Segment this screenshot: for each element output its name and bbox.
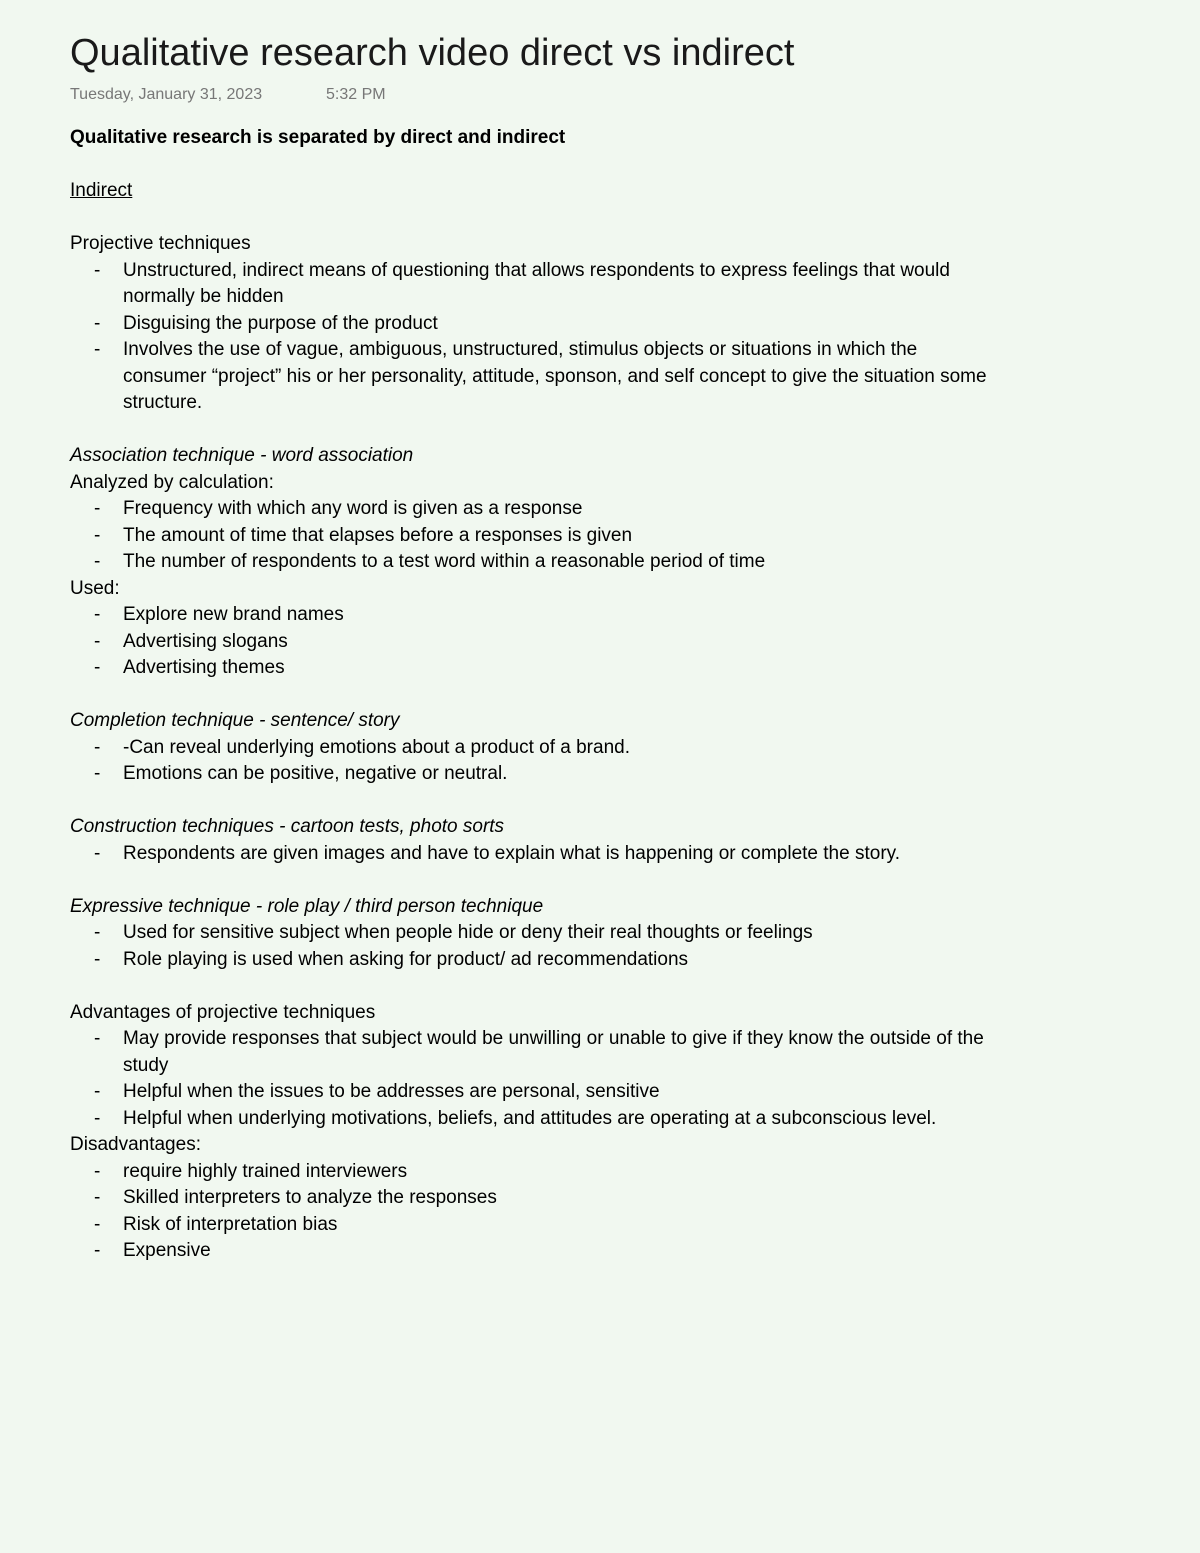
- expressive-list: [70, 920, 1070, 973]
- list-item: [70, 947, 1003, 974]
- spacer: [70, 788, 1070, 815]
- list-item-text: The number of respondents to a test word within a reasonable period of time: [123, 551, 766, 572]
- disadvantages-label: Disadvantages:: [70, 1134, 201, 1155]
- dash-bullet-icon: -: [94, 657, 101, 678]
- list-item-text: Used for sensitive subject when people hide or deny their real thoughts or feelings: [123, 922, 813, 943]
- dash-bullet-icon: -: [94, 736, 101, 758]
- list-item: [70, 1026, 1003, 1079]
- advantages-label: Advantages of projective techniques: [70, 1001, 376, 1023]
- list-item-text: Involves the use of vague, ambiguous, unstructured, stimulus objects or situations in which the consumer “project” his or her personality, attitude, sponson, and self concept to give the situation some structure.: [123, 339, 987, 413]
- list-item: [70, 496, 1003, 523]
- analyzed-list: [70, 496, 1070, 576]
- used-list: [70, 602, 1070, 682]
- list-item-text: Respondents are given images and have to explain what is happening or complete the story.: [123, 842, 901, 864]
- note-page: [70, 30, 1070, 1265]
- list-item: [70, 761, 1003, 788]
- disadvantages-list: [70, 1159, 1070, 1265]
- list-item: [70, 920, 1003, 947]
- list-item: [70, 1185, 1003, 1212]
- spacer: [70, 417, 1070, 444]
- list-item-text: Disguising the purpose of the product: [123, 312, 438, 334]
- spacer: [70, 867, 1070, 894]
- dash-bullet-icon: -: [94, 498, 101, 519]
- analyzed-label: Analyzed by calculation:: [70, 471, 274, 493]
- projective-list: [70, 258, 1070, 417]
- dash-bullet-icon: -: [94, 259, 101, 281]
- list-item-text: Emotions can be positive, negative or neutral.: [123, 763, 508, 784]
- dash-bullet-icon: -: [94, 1028, 101, 1049]
- main-heading: Qualitative research is separated by direct and indirect: [70, 127, 566, 148]
- list-item: [70, 1106, 1003, 1133]
- indirect-subheading: Indirect: [70, 180, 133, 201]
- construction-list: [70, 841, 1070, 868]
- spacer: [70, 682, 1070, 709]
- dash-bullet-icon: -: [94, 604, 101, 625]
- dash-bullet-icon: -: [94, 1213, 101, 1235]
- dash-bullet-icon: -: [94, 1160, 101, 1182]
- dash-bullet-icon: -: [94, 1107, 101, 1129]
- dash-bullet-icon: -: [94, 763, 101, 784]
- list-item: [70, 258, 1003, 311]
- advantages-list: [70, 1026, 1070, 1132]
- page-title[interactable]: Qualitative research video direct vs indirect: [70, 32, 795, 74]
- list-item-text: Unstructured, indirect means of questioning that allows respondents to express feelings that would normally be hidden: [123, 259, 950, 307]
- list-item-text: The amount of time that elapses before a responses is given: [123, 524, 633, 546]
- dash-bullet-icon: -: [94, 524, 101, 546]
- expressive-label: Expressive technique - role play / third person technique: [70, 895, 544, 917]
- list-item: [70, 337, 1003, 417]
- dash-bullet-icon: -: [94, 842, 101, 864]
- list-item: [70, 655, 1003, 682]
- list-item-text: Advertising slogans: [123, 630, 288, 652]
- dash-bullet-icon: -: [94, 551, 101, 572]
- dash-bullet-icon: -: [94, 630, 101, 652]
- dash-bullet-icon: -: [94, 948, 101, 970]
- list-item-text: Role playing is used when asking for product/ ad recommendations: [123, 948, 689, 970]
- list-item-text: Frequency with which any word is given as a response: [123, 498, 583, 519]
- spacer: [70, 973, 1070, 1000]
- list-item: [70, 549, 1003, 576]
- completion-label: Completion technique - sentence/ story: [70, 710, 400, 731]
- list-item: [70, 1212, 1003, 1239]
- note-body[interactable]: [70, 125, 1070, 1265]
- page-timestamp: [70, 84, 1070, 106]
- list-item: [70, 735, 1003, 762]
- page-time: 5:32 PM: [326, 86, 386, 103]
- list-item-text: Helpful when the issues to be addresses are personal, sensitive: [123, 1081, 660, 1102]
- list-item-text: Expensive: [123, 1240, 211, 1261]
- list-item: [70, 1159, 1003, 1186]
- dash-bullet-icon: -: [94, 922, 101, 943]
- projective-label: Projective techniques: [70, 233, 251, 254]
- list-item: [70, 311, 1003, 338]
- dash-bullet-icon: -: [94, 1081, 101, 1102]
- construction-label: Construction techniques - cartoon tests, photo sorts: [70, 816, 505, 837]
- list-item: [70, 523, 1003, 550]
- list-item: [70, 602, 1003, 629]
- list-item-text: -Can reveal underlying emotions about a product of a brand.: [123, 736, 630, 758]
- list-item: [70, 841, 1003, 868]
- list-item-text: Advertising themes: [123, 657, 285, 678]
- list-item-text: require highly trained interviewers: [123, 1160, 408, 1182]
- list-item-text: Explore new brand names: [123, 604, 344, 625]
- dash-bullet-icon: -: [94, 339, 101, 360]
- list-item: [70, 1238, 1003, 1265]
- completion-list: [70, 735, 1070, 788]
- list-item-text: Risk of interpretation bias: [123, 1213, 338, 1235]
- dash-bullet-icon: -: [94, 1240, 101, 1261]
- list-item: [70, 629, 1003, 656]
- list-item-text: Helpful when underlying motivations, beliefs, and attitudes are operating at a subconscious level.: [123, 1107, 937, 1129]
- dash-bullet-icon: -: [94, 1187, 101, 1208]
- list-item: [70, 1079, 1003, 1106]
- used-label: Used:: [70, 577, 120, 599]
- spacer: [70, 152, 1070, 179]
- association-label: Association technique - word association: [70, 445, 414, 466]
- list-item-text: May provide responses that subject would be unwilling or unable to give if they know the outside of the study: [123, 1028, 984, 1076]
- dash-bullet-icon: -: [94, 312, 101, 334]
- spacer: [70, 205, 1070, 232]
- page-date: Tuesday, January 31, 2023: [70, 86, 263, 103]
- list-item-text: Skilled interpreters to analyze the responses: [123, 1187, 497, 1208]
